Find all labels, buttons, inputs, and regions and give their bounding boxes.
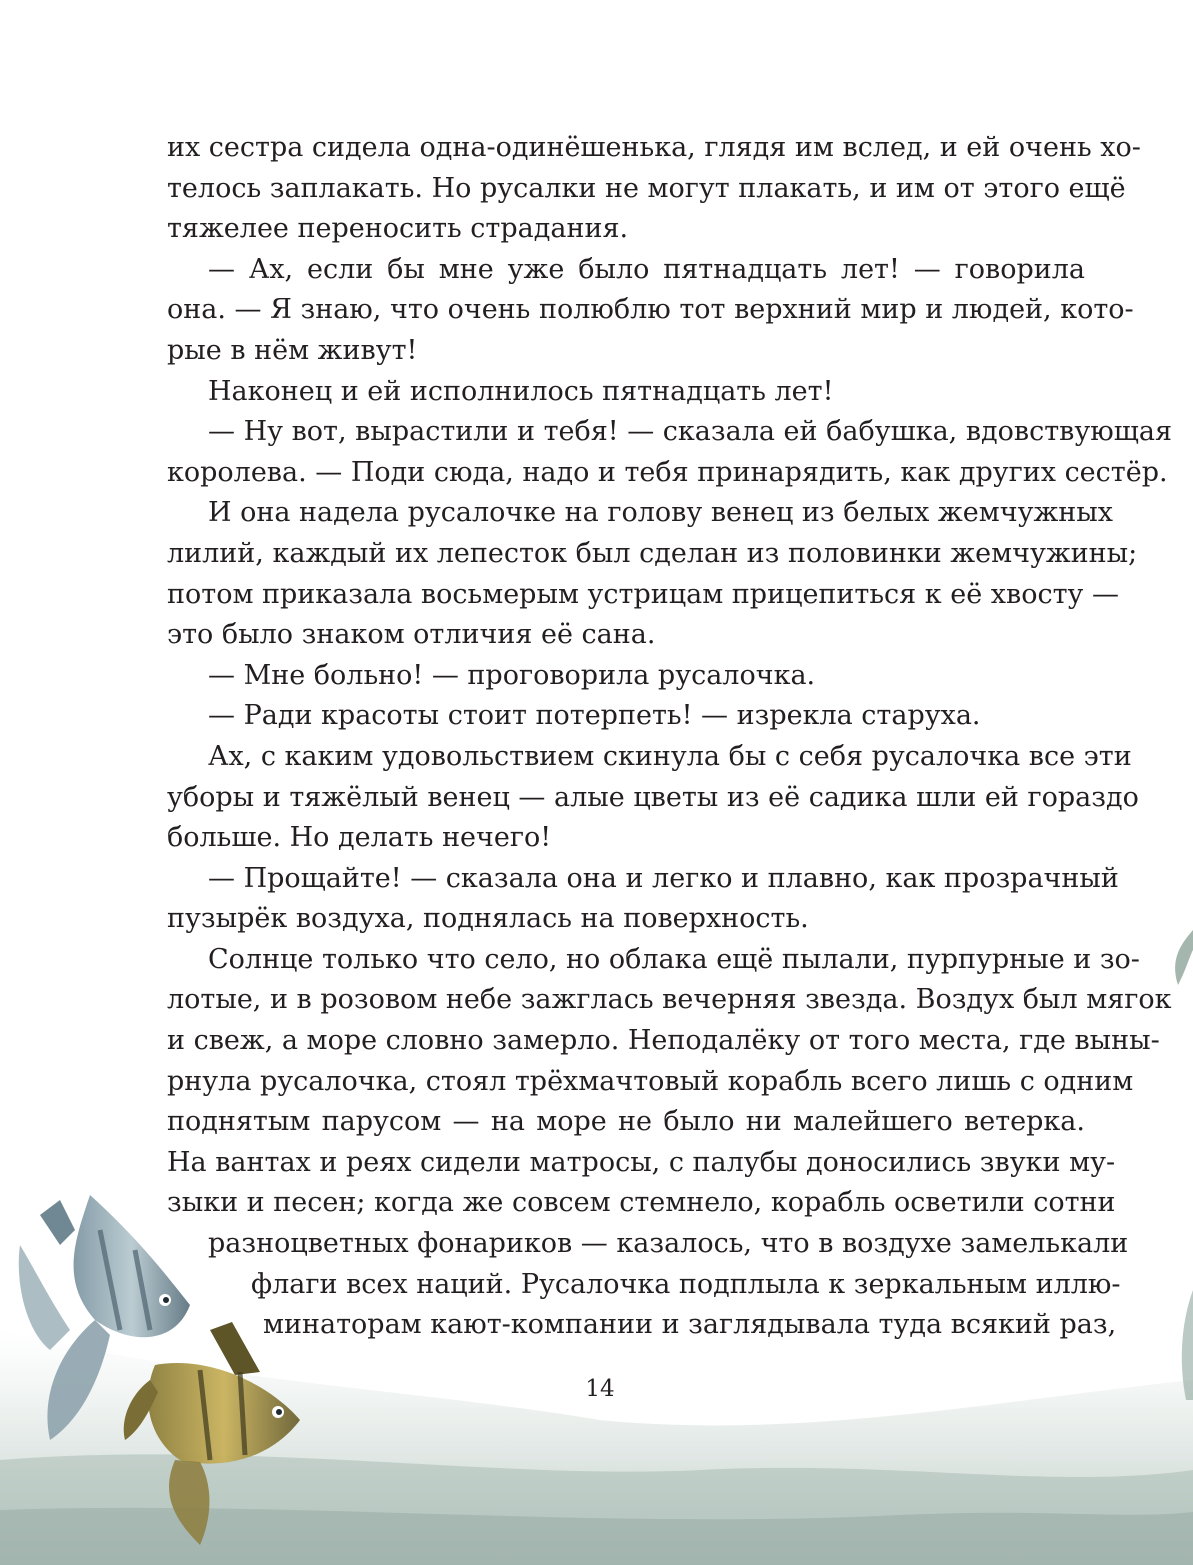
- text-line: королева. — Поди сюда, надо и тебя принарядить, как других сестёр.: [167, 456, 1168, 488]
- text-line: лилий, каждый их лепесток был сделан из половинки жемчужины;: [167, 537, 1138, 569]
- text-line: зыки и песен; когда же совсем стемнело, корабль осветили сотни: [167, 1187, 1116, 1219]
- page-number: 14: [585, 1376, 615, 1402]
- text-line: телось заплакать. Но русалки не могут плакать, и им от этого ещё: [167, 172, 1126, 204]
- text-line: она. — Я знаю, что очень полюблю тот верхний мир и людей, кото-: [167, 294, 1134, 326]
- text-line: Солнце только что село, но облака ещё пылали, пурпурные и зо-: [208, 943, 1140, 975]
- text-line: уборы и тяжёлый венец — алые цветы из её садика шли ей гораздо: [167, 781, 1139, 813]
- text-line: тяжелее переносить страдания.: [167, 213, 629, 245]
- text-line: — Мне больно! — проговорила русалочка.: [208, 659, 816, 691]
- text-line: — Ради красоты стоит потерпеть! — изрекла старуха.: [208, 700, 981, 732]
- text-line: это было знаком отличия её сана.: [167, 619, 656, 651]
- text-line: Наконец и ей исполнилось пятнадцать лет!: [208, 375, 834, 407]
- text-line: — Ах, если бы мне уже было пятнадцать лет! — говорила: [208, 253, 1085, 285]
- text-line: больше. Но делать нечего!: [167, 822, 552, 854]
- text-line: поднятым парусом — на море не было ни малейшего ветерка.: [167, 1106, 1085, 1138]
- text-line: и свеж, а море словно замерло. Неподалёку от того места, где выны-: [167, 1025, 1160, 1057]
- text-line: минаторам кают-компании и заглядывала туда всякий раз,: [263, 1309, 1117, 1341]
- text-line: Ах, с каким удовольствием скинула бы с себя русалочка все эти: [208, 740, 1132, 772]
- text-line: рнула русалочка, стоял трёхмачтовый корабль всего лишь с одним: [167, 1065, 1134, 1097]
- text-line: — Ну вот, вырастили и тебя! — сказала ей бабушка, вдовствующая: [208, 416, 1173, 448]
- text-line: — Прощайте! — сказала она и легко и плавно, как прозрачный: [208, 862, 1119, 894]
- text-line: рые в нём живут!: [167, 334, 418, 366]
- text-line: их сестра сидела одна-одинёшенька, глядя им вслед, и ей очень хо-: [167, 132, 1141, 163]
- text-line: разноцветных фонариков — казалось, что в воздухе замелькали: [208, 1228, 1129, 1260]
- story-text: [167, 128, 1173, 1346]
- text-line: На вантах и реях сидели матросы, с палубы доносились звуки му-: [167, 1146, 1116, 1178]
- text-line: пузырёк воздуха, поднялась на поверхность.: [167, 903, 809, 935]
- text-line: флаги всех наций. Русалочка подплыла к зеркальным иллю-: [251, 1268, 1121, 1300]
- text-line: потом приказала восьмерым устрицам прицепиться к её хвосту —: [167, 578, 1120, 610]
- seaweed-right: [1175, 930, 1193, 985]
- text-line: И она надела русалочке на голову венец из белых жемчужных: [208, 497, 1114, 529]
- text-line: лотые, и в розовом небе зажглась вечерняя звезда. Воздух был мягок: [167, 984, 1172, 1016]
